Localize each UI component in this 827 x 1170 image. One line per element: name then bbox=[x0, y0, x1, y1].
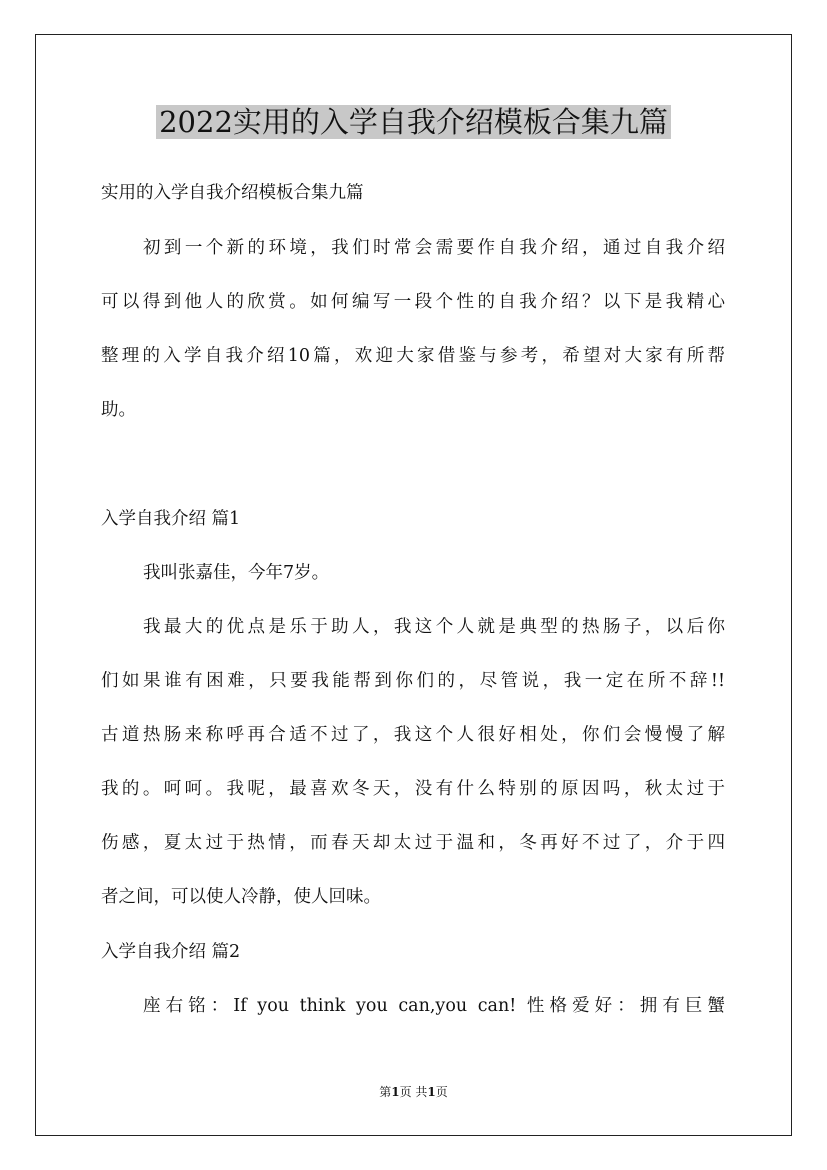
document-title: 2022实用的入学自我介绍模板合集九篇 bbox=[0, 102, 827, 142]
intro-line: 可以得到他人的欣赏。如何编写一段个性的自我介绍？以下是我精心 bbox=[101, 292, 725, 312]
paragraph-line: 我叫张嘉佳，今年7岁。 bbox=[143, 563, 330, 583]
intro-line: 助。 bbox=[101, 400, 136, 420]
intro-line: 初到一个新的环境，我们时常会需要作自我介绍，通过自我介绍 bbox=[143, 238, 725, 258]
page-footer: 第1页 共1页 bbox=[379, 1085, 448, 1099]
paragraph-line: 古道热肠来称呼再合适不过了，我这个人很好相处，你们会慢慢了解 bbox=[101, 725, 725, 745]
paragraph-line: 伤感，夏太过于热情，而春天却太过于温和，冬再好不过了，介于四 bbox=[101, 833, 725, 853]
paragraph-line: 们如果谁有困难，只要我能帮到你们的，尽管说，我一定在所不辞!! bbox=[101, 671, 725, 691]
paragraph-line: 我最大的优点是乐于助人，我这个人就是典型的热肠子，以后你 bbox=[143, 617, 725, 637]
intro-line: 整理的入学自我介绍10篇，欢迎大家借鉴与参考，希望对大家有所帮 bbox=[101, 346, 725, 366]
document-subtitle: 实用的入学自我介绍模板合集九篇 bbox=[101, 183, 364, 203]
paragraph-line: 我的。呵呵。我呢，最喜欢冬天，没有什么特别的原因吗，秋太过于 bbox=[101, 779, 725, 799]
paragraph-line: 者之间，可以使人冷静，使人回味。 bbox=[101, 887, 381, 907]
section-heading: 入学自我介绍 篇2 bbox=[101, 942, 241, 962]
section-heading: 入学自我介绍 篇1 bbox=[101, 509, 241, 529]
paragraph-line: 座右铭：If you think you can,you can! 性格爱好：拥有巨蟹 bbox=[143, 996, 725, 1016]
